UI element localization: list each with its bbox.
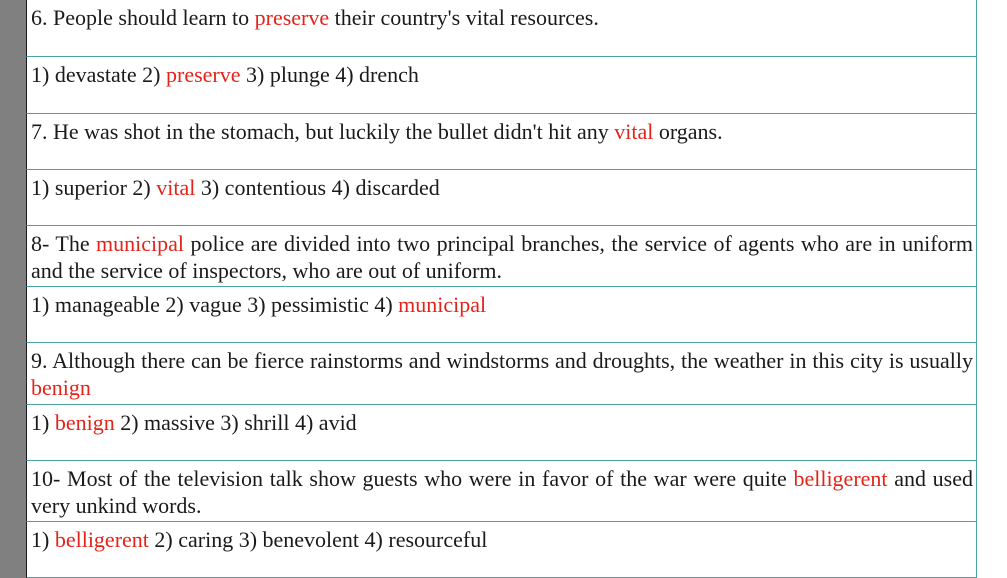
- question-8-cell: [26, 226, 977, 287]
- options-10-cell: [26, 522, 977, 578]
- options-text-tail: 2) caring 3) benevolent 4) resourceful: [148, 527, 488, 552]
- document-page: [26, 0, 1007, 578]
- question-text-lead: 9. Although there can be fierce rainstorms and windstorms and droughts, the weather in this city is usually: [31, 348, 973, 373]
- options-text-lead: 1): [31, 410, 55, 435]
- highlighted-word: benign: [31, 375, 91, 400]
- options-text-tail: 3) plunge 4) drench: [240, 62, 419, 87]
- options-text-lead: 1): [31, 527, 55, 552]
- options-text-lead: 1) manageable 2) vague 3) pessimistic 4): [31, 292, 399, 317]
- question-text-tail: their country's vital resources.: [329, 5, 599, 30]
- highlighted-answer: belligerent: [54, 527, 149, 552]
- highlighted-answer: preserve: [166, 62, 241, 87]
- highlighted-answer: municipal: [398, 292, 487, 317]
- options-6-cell: [26, 57, 977, 114]
- question-text-tail: police are divided into two principal branches, the service of agents who are in uniform and the service of inspectors, who are out of uniform.: [31, 231, 973, 283]
- question-text-tail: organs.: [653, 119, 723, 144]
- options-8-cell: [26, 287, 977, 343]
- options-7-cell: [26, 170, 977, 226]
- question-text-lead: 10- Most of the television talk show guests who were in favor of the war were quite: [31, 466, 794, 491]
- highlighted-word: preserve: [254, 5, 330, 30]
- question-6-cell: [26, 0, 977, 57]
- question-text-lead: 6. People should learn to: [31, 5, 255, 30]
- highlighted-word: belligerent: [793, 466, 888, 491]
- question-text-lead: 8- The: [31, 231, 97, 256]
- highlighted-answer: benign: [54, 410, 115, 435]
- highlighted-word: vital: [614, 119, 654, 144]
- options-text-tail: 2) massive 3) shrill 4) avid: [114, 410, 357, 435]
- options-text-lead: 1) superior 2): [31, 175, 157, 200]
- question-7-cell: [26, 114, 977, 170]
- highlighted-answer: vital: [156, 175, 196, 200]
- question-text-tail: and used very unkind words.: [31, 466, 973, 518]
- question-10-cell: [26, 461, 977, 522]
- options-9-cell: [26, 405, 977, 461]
- question-text-lead: 7. He was shot in the stomach, but luckily the bullet didn't hit any: [31, 119, 615, 144]
- options-text-tail: 3) contentious 4) discarded: [195, 175, 440, 200]
- options-text-lead: 1) devastate 2): [31, 62, 166, 87]
- highlighted-word: municipal: [96, 231, 185, 256]
- question-9-cell: [26, 343, 977, 405]
